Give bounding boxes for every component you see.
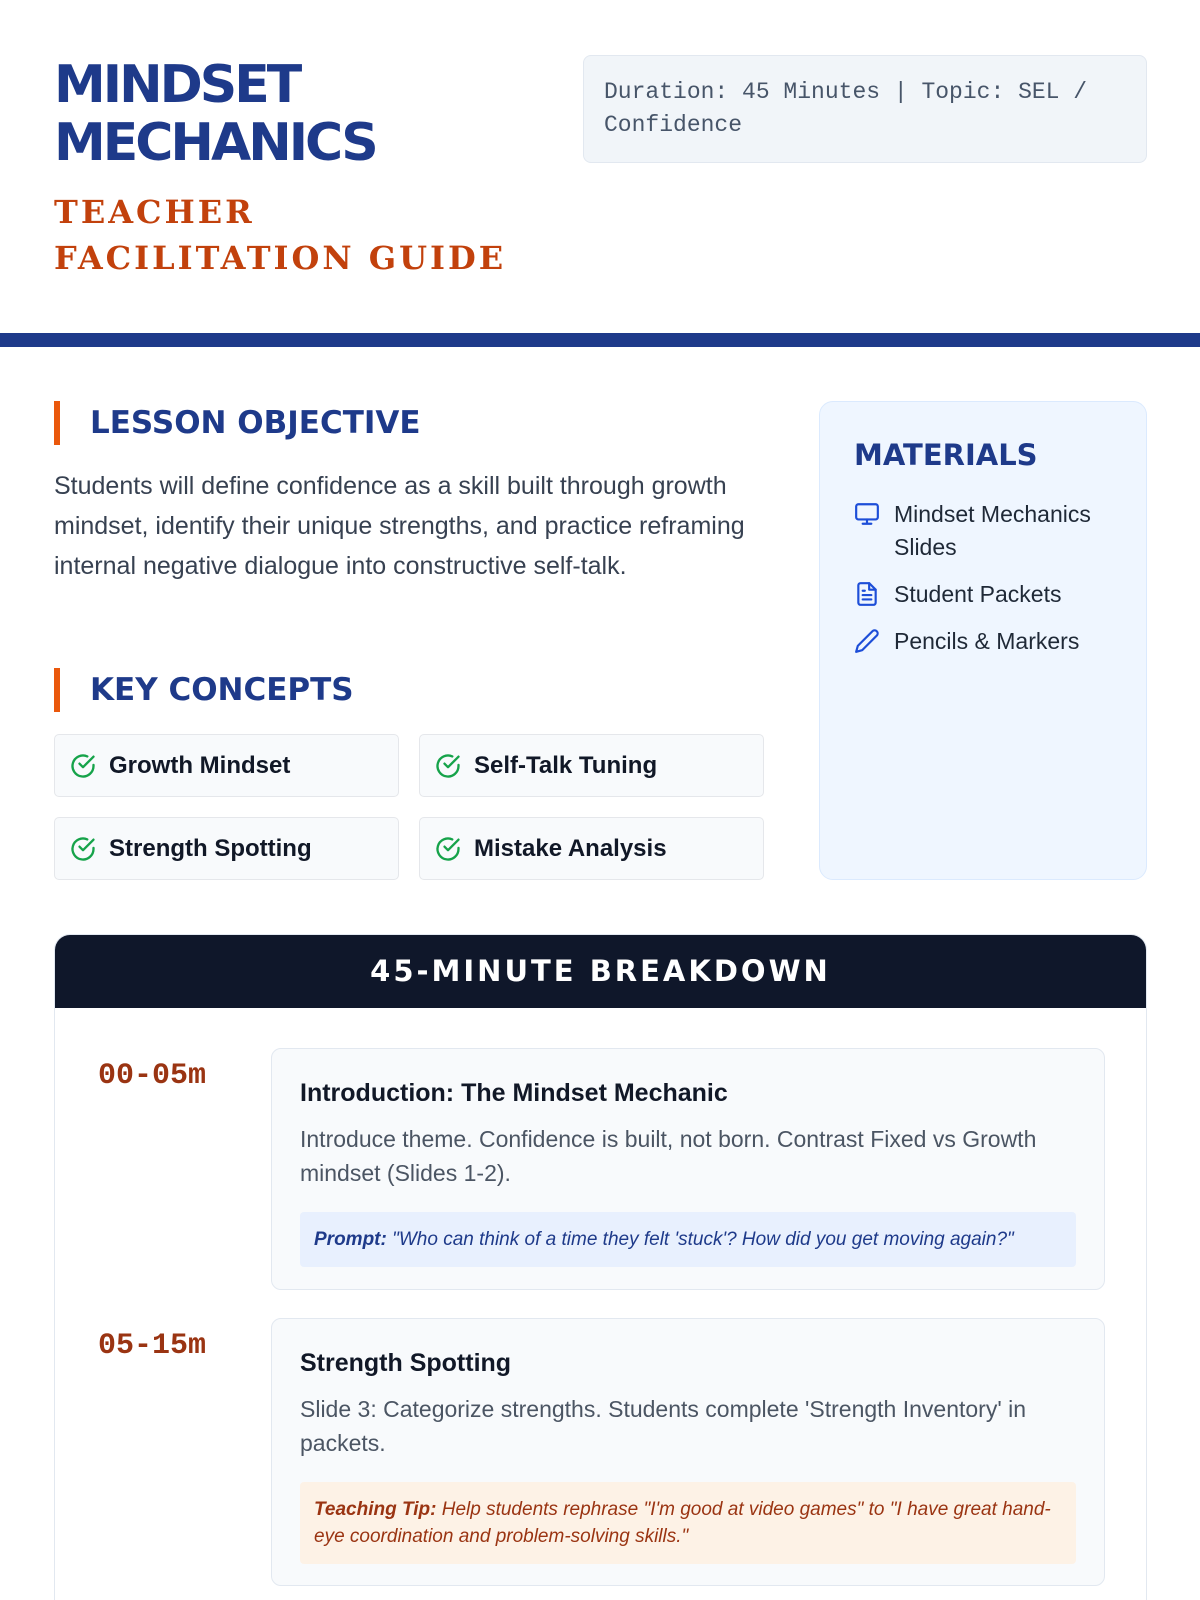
concept-label: Strength Spotting: [109, 834, 312, 862]
step-time: 05-15m: [98, 1329, 207, 1363]
material-item: [854, 625, 1112, 658]
document-icon: [854, 581, 880, 607]
step-title: Strength Spotting: [300, 1349, 512, 1377]
check-circle-icon: [434, 752, 462, 780]
step-description: Introduce theme. Confidence is built, not born. Contrast Fixed vs Growth mindset (Slides 1-2).: [300, 1126, 1037, 1186]
key-concepts-heading: KEY CONCEPTS: [54, 668, 354, 712]
step-prompt-callout: [300, 1212, 1076, 1267]
lesson-meta-box: Duration: 45 Minutes | Topic: SEL / Confidence: [583, 55, 1147, 163]
concept-card: [419, 734, 764, 797]
material-item: [854, 498, 1112, 564]
callout-text: "Who can think of a time they felt 'stuck'? How did you get moving again?": [392, 1229, 1014, 1250]
callout-key: Teaching Tip:: [314, 1499, 437, 1520]
page-title: [54, 56, 534, 172]
material-item: [854, 578, 1112, 611]
lesson-objective-text: Students will define confidence as a skill built through growth mindset, identify their unique strengths, and practice reframing internal negative dialogue into constructive self-talk.: [54, 472, 745, 580]
concept-label: Self-Talk Tuning: [474, 751, 658, 779]
step-card: [271, 1318, 1105, 1586]
materials-panel: [819, 401, 1147, 880]
step-tip-callout: [300, 1482, 1076, 1564]
material-label: Mindset Mechanics Slides: [894, 501, 1091, 560]
title-line-2: MECHANICS: [54, 113, 376, 173]
concept-card: [54, 734, 399, 797]
step-title: Introduction: The Mindset Mechanic: [300, 1079, 728, 1107]
material-label: Pencils & Markers: [894, 628, 1080, 654]
page-subtitle: TEACHER FACILITATION GUIDE: [54, 193, 507, 277]
lesson-objective-heading: LESSON OBJECTIVE: [54, 401, 421, 445]
materials-heading: MATERIALS: [854, 438, 1038, 472]
check-circle-icon: [434, 835, 462, 863]
page-header: [0, 0, 1200, 347]
concept-card: [54, 817, 399, 880]
callout-key: Prompt:: [314, 1229, 387, 1250]
step-card: [271, 1048, 1105, 1290]
concept-card: [419, 817, 764, 880]
breakdown-heading: 45-MINUTE BREAKDOWN: [55, 935, 1146, 1008]
step-time: 00-05m: [98, 1059, 207, 1093]
concept-label: Mistake Analysis: [474, 834, 667, 862]
title-line-1: MINDSET: [54, 55, 300, 115]
step-description: Slide 3: Categorize strengths. Students complete 'Strength Inventory' in packets.: [300, 1396, 1027, 1456]
monitor-icon: [854, 501, 880, 527]
breakdown-panel: [54, 934, 1147, 1600]
pencil-icon: [854, 628, 880, 654]
concept-label: Growth Mindset: [109, 751, 291, 779]
header-divider: [0, 333, 1200, 347]
check-circle-icon: [69, 752, 97, 780]
material-label: Student Packets: [894, 581, 1062, 607]
check-circle-icon: [69, 835, 97, 863]
callout-text: Help students rephrase "I'm good at video games" to "I have great hand-eye coordination and problem-solving skills.": [314, 1499, 1051, 1547]
